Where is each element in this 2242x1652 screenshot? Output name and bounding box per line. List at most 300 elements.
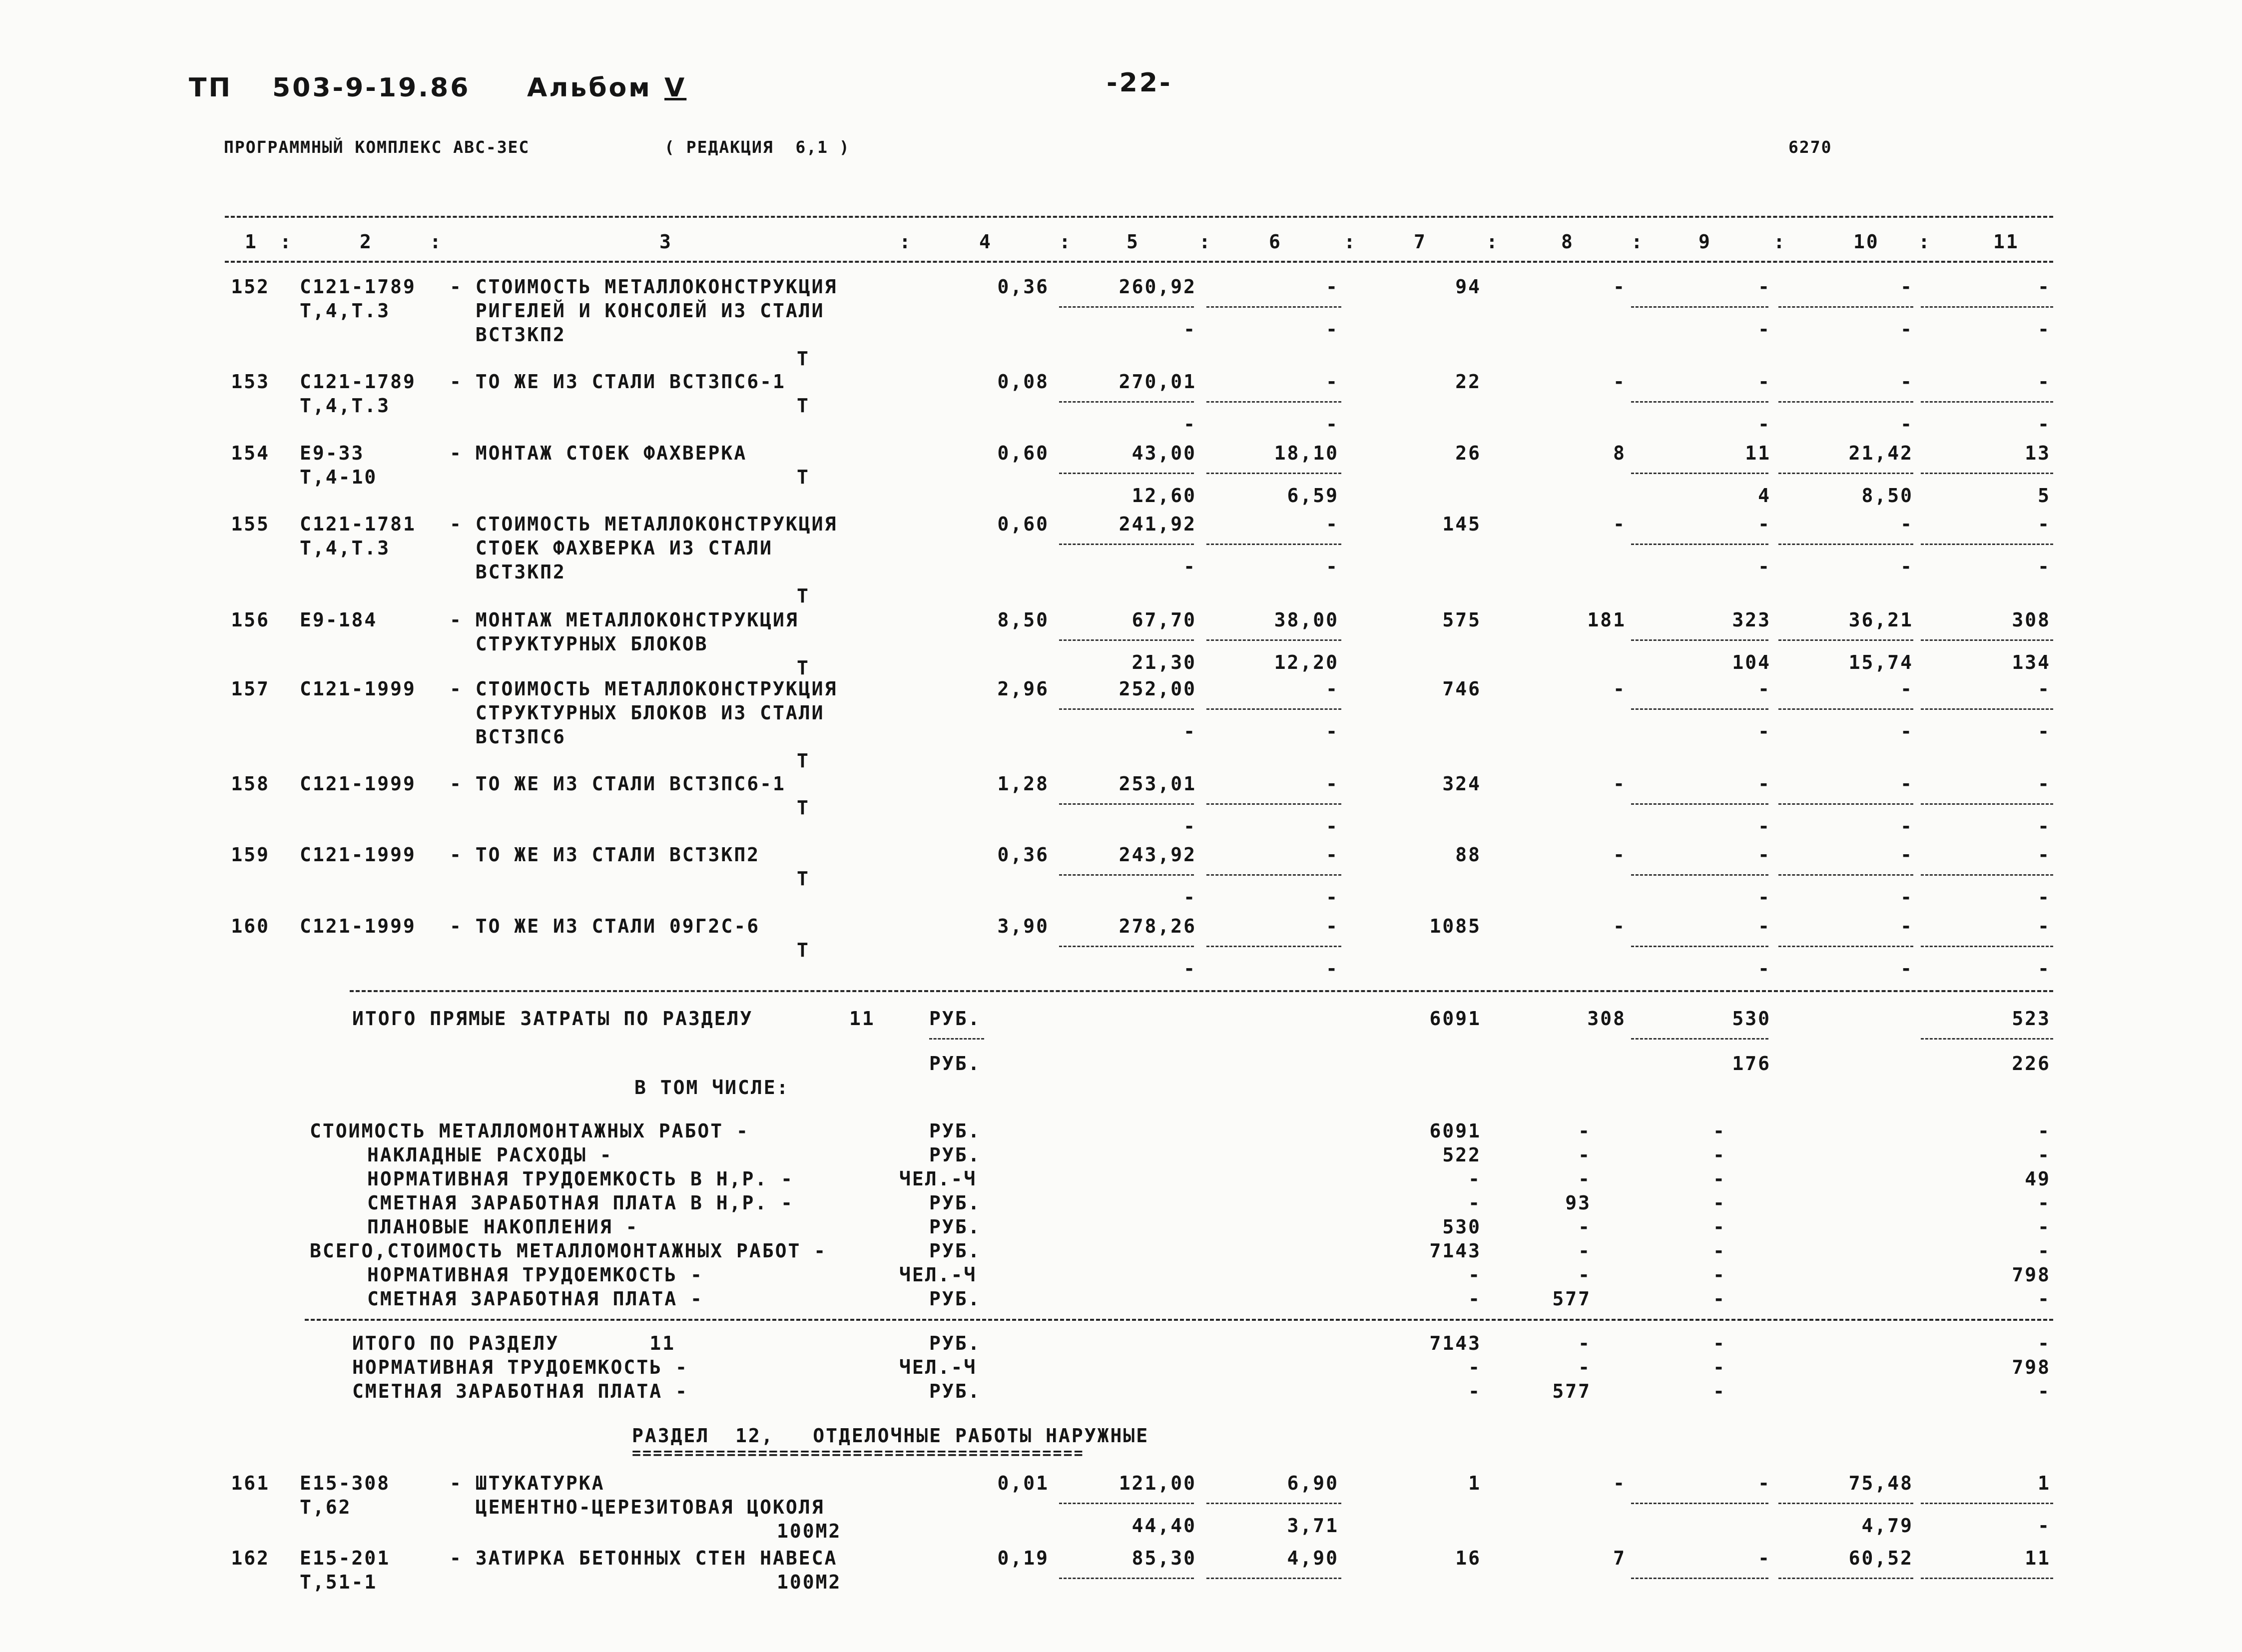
cell-divider-c5 bbox=[1059, 639, 1194, 641]
cell-c6b: - bbox=[1326, 958, 1339, 980]
cell-c6: 6,90 bbox=[1287, 1472, 1339, 1494]
cell-c10b: - bbox=[1900, 958, 1913, 980]
column-header-7: 7 bbox=[1414, 231, 1427, 253]
cell-divider-c6 bbox=[1206, 1578, 1341, 1579]
cell-divider-c10 bbox=[1778, 639, 1913, 641]
cell-c5: 243,92 bbox=[1119, 844, 1196, 866]
row-code-sub: Т,4,Т.3 bbox=[300, 537, 391, 559]
cell-c6b: 12,20 bbox=[1274, 651, 1339, 673]
cell-c5b: 21,30 bbox=[1131, 651, 1196, 673]
cell-c7: 26 bbox=[1455, 442, 1481, 464]
cell-c11b: 134 bbox=[2012, 651, 2051, 673]
cell-c5: 270,01 bbox=[1119, 371, 1196, 393]
cell-c10: 21,42 bbox=[1848, 442, 1913, 464]
row-code: Е9-33 bbox=[300, 442, 365, 464]
row-unit: Т bbox=[797, 657, 810, 679]
cell-c9: - bbox=[1758, 773, 1771, 795]
cell-divider-c6 bbox=[1206, 708, 1341, 710]
cell-c5: 85,30 bbox=[1131, 1547, 1196, 1569]
cell-c9: - bbox=[1758, 276, 1771, 298]
cell-c8: - bbox=[1613, 371, 1626, 393]
row-unit: Т bbox=[797, 585, 810, 607]
row-number: 152 bbox=[231, 276, 270, 298]
row-description: - СТОИМОСТЬ МЕТАЛЛОКОНСТРУКЦИЯ bbox=[450, 513, 838, 535]
row-number: 161 bbox=[231, 1472, 270, 1494]
cell-divider-c11 bbox=[1921, 473, 2053, 474]
cell-c10b: - bbox=[1900, 815, 1913, 837]
cell-divider-c9 bbox=[1631, 639, 1768, 641]
cell-c5b: - bbox=[1183, 318, 1196, 340]
row-unit: Т bbox=[797, 797, 810, 819]
column-separator: : bbox=[1918, 231, 1931, 253]
cell-divider-c5 bbox=[1059, 1578, 1194, 1579]
cell-divider-c11 bbox=[1921, 1038, 2053, 1040]
cell-c9b: - bbox=[1758, 886, 1771, 908]
summary-line-c9: - bbox=[1713, 1216, 1726, 1238]
cell-c9b: - bbox=[1758, 815, 1771, 837]
summary-line-unit: РУБ. bbox=[929, 1192, 981, 1214]
row-unit: Т bbox=[797, 939, 810, 961]
cell-c5: 278,26 bbox=[1119, 915, 1196, 937]
cell-divider-c6 bbox=[1206, 874, 1341, 876]
cell-c10: - bbox=[1900, 513, 1913, 535]
cell-divider-c11 bbox=[1921, 803, 2053, 805]
cell-c7: 1 bbox=[1468, 1472, 1481, 1494]
summary-line-unit: ЧЕЛ.-Ч bbox=[899, 1168, 977, 1190]
cell-c8: - bbox=[1613, 773, 1626, 795]
summary-line-c11: - bbox=[2038, 1120, 2051, 1142]
summary-line-c7: - bbox=[1468, 1288, 1481, 1310]
summary-line-c9: - bbox=[1713, 1192, 1726, 1214]
direct-costs-label: ИТОГО ПРЯМЫЕ ЗАТРАТЫ ПО РАЗДЕЛУ bbox=[352, 1008, 753, 1030]
summary-line-c11: - bbox=[2038, 1192, 2051, 1214]
row-unit: Т bbox=[797, 348, 810, 370]
summary-line-label: ВСЕГО,СТОИМОСТЬ МЕТАЛЛОМОНТАЖНЫХ РАБОТ - bbox=[310, 1240, 827, 1262]
cell-divider-c10 bbox=[1778, 874, 1913, 876]
summary-line-c8: - bbox=[1578, 1216, 1591, 1238]
cell-divider-c5 bbox=[1059, 544, 1194, 545]
section-total-unit: ЧЕЛ.-Ч bbox=[899, 1356, 977, 1378]
summary-line-c9: - bbox=[1713, 1288, 1726, 1310]
cell-divider-c9 bbox=[1631, 1503, 1768, 1504]
direct-costs-section: 11 bbox=[849, 1008, 875, 1030]
row-code: С121-1781 bbox=[300, 513, 416, 535]
row-quantity: 0,19 bbox=[997, 1547, 1049, 1569]
row-description: - МОНТАЖ МЕТАЛЛОКОНСТРУКЦИЯ bbox=[450, 609, 799, 631]
cell-c10: - bbox=[1900, 371, 1913, 393]
summary-line-c11: 49 bbox=[2025, 1168, 2051, 1190]
row-code: С121-1789 bbox=[300, 276, 416, 298]
cell-divider-c11 bbox=[1921, 639, 2053, 641]
cell-divider-c10 bbox=[1778, 544, 1913, 545]
summary-line-c9: - bbox=[1713, 1120, 1726, 1142]
cell-c5b: - bbox=[1183, 815, 1196, 837]
cell-c11: 13 bbox=[2025, 442, 2051, 464]
cell-c6b: - bbox=[1326, 815, 1339, 837]
cell-c11: - bbox=[2038, 844, 2051, 866]
cell-divider-c6 bbox=[1206, 639, 1341, 641]
row-code-sub: Т,4,Т.3 bbox=[300, 395, 391, 417]
totals-rule bbox=[350, 990, 2053, 992]
cell-c11b: - bbox=[2038, 413, 2051, 435]
section-total-c7: 7143 bbox=[1429, 1332, 1481, 1354]
cell-c7: 746 bbox=[1442, 678, 1481, 700]
summary-line-c11: - bbox=[2038, 1240, 2051, 1262]
cell-divider-c11 bbox=[1921, 306, 2053, 308]
cell-divider-c6 bbox=[1206, 803, 1341, 805]
row-number: 155 bbox=[231, 513, 270, 535]
cell-divider-c6 bbox=[1206, 473, 1341, 474]
cell-c6: - bbox=[1326, 513, 1339, 535]
direct-costs-c9b: 176 bbox=[1732, 1053, 1771, 1075]
cell-divider-c6 bbox=[1206, 401, 1341, 403]
column-separator: : bbox=[1773, 231, 1786, 253]
row-number: 157 bbox=[231, 678, 270, 700]
row-quantity: 8,50 bbox=[997, 609, 1049, 631]
album-number: V bbox=[664, 73, 687, 103]
row-number: 162 bbox=[231, 1547, 270, 1569]
cell-c11b: 5 bbox=[2038, 485, 2051, 507]
summary-line-c8: - bbox=[1578, 1264, 1591, 1286]
row-quantity: 0,60 bbox=[997, 513, 1049, 535]
summary-line-c9: - bbox=[1713, 1144, 1726, 1166]
cell-c6b: - bbox=[1326, 413, 1339, 435]
summary-line-c7: 530 bbox=[1442, 1216, 1481, 1238]
doc-series: ТП bbox=[189, 73, 232, 103]
cell-divider-c9 bbox=[1631, 1578, 1768, 1579]
cell-divider-c11 bbox=[1921, 1503, 2053, 1504]
summary-line-c8: - bbox=[1578, 1168, 1591, 1190]
cell-divider-c11 bbox=[1921, 401, 2053, 403]
row-code-sub: Т,4,Т.3 bbox=[300, 300, 391, 322]
summary-line-label: НАКЛАДНЫЕ РАСХОДЫ - bbox=[367, 1144, 613, 1166]
summary-line-c11: 798 bbox=[2012, 1264, 2051, 1286]
row-quantity: 0,01 bbox=[997, 1472, 1049, 1494]
column-separator: : bbox=[1631, 231, 1644, 253]
cell-c6b: - bbox=[1326, 555, 1339, 577]
section-total-label: ИТОГО ПО РАЗДЕЛУ 11 bbox=[352, 1332, 675, 1354]
cell-c10b: - bbox=[1900, 886, 1913, 908]
cell-c11b: - bbox=[2038, 720, 2051, 742]
section-total-label: СМЕТНАЯ ЗАРАБОТНАЯ ПЛАТА - bbox=[352, 1380, 688, 1402]
section-total-c8: - bbox=[1578, 1332, 1591, 1354]
cell-c10: - bbox=[1900, 678, 1913, 700]
column-header-10: 10 bbox=[1853, 231, 1879, 253]
row-number: 160 bbox=[231, 915, 270, 937]
cell-c11: 308 bbox=[2012, 609, 2051, 631]
cell-c6b: 3,71 bbox=[1287, 1515, 1339, 1537]
cell-c9: - bbox=[1758, 1547, 1771, 1569]
row-description: ВСТ3ПС6 bbox=[450, 726, 566, 748]
direct-costs-unit-2: РУБ. bbox=[929, 1053, 981, 1075]
column-header-1: 1 bbox=[245, 231, 258, 253]
cell-c9: - bbox=[1758, 1472, 1771, 1494]
table-header-rule bbox=[225, 261, 2053, 263]
cell-c8: 181 bbox=[1587, 609, 1626, 631]
summary-line-c8: - bbox=[1578, 1120, 1591, 1142]
cell-divider-c6 bbox=[1206, 946, 1341, 947]
cell-c5b: - bbox=[1183, 413, 1196, 435]
row-quantity: 1,28 bbox=[997, 773, 1049, 795]
cell-c7: 94 bbox=[1455, 276, 1481, 298]
section-total-unit: РУБ. bbox=[929, 1332, 981, 1354]
column-separator: : bbox=[899, 231, 912, 253]
section-total-c7: - bbox=[1468, 1356, 1481, 1378]
page-number: -22- bbox=[1107, 68, 1172, 98]
column-header-11: 11 bbox=[1993, 231, 2019, 253]
row-description: - СТОИМОСТЬ МЕТАЛЛОКОНСТРУКЦИЯ bbox=[450, 678, 838, 700]
row-number: 159 bbox=[231, 844, 270, 866]
summary-line-unit: РУБ. bbox=[929, 1240, 981, 1262]
cell-divider-c11 bbox=[1921, 1578, 2053, 1579]
section-total-c11: 798 bbox=[2012, 1356, 2051, 1378]
cell-c5: 260,92 bbox=[1119, 276, 1196, 298]
cell-c5b: 44,40 bbox=[1131, 1515, 1196, 1537]
cell-c7: 16 bbox=[1455, 1547, 1481, 1569]
summary-line-c11: - bbox=[2038, 1216, 2051, 1238]
cell-c9b: - bbox=[1758, 318, 1771, 340]
program-edition: ( РЕДАКЦИЯ 6,1 ) bbox=[664, 137, 850, 157]
cell-c11: - bbox=[2038, 513, 2051, 535]
cell-c10b: - bbox=[1900, 413, 1913, 435]
cell-divider-c10 bbox=[1778, 473, 1913, 474]
section-total-c9: - bbox=[1713, 1356, 1726, 1378]
cell-divider-c9 bbox=[1631, 306, 1768, 308]
row-unit: Т bbox=[797, 750, 810, 772]
cell-c10b: 4,79 bbox=[1861, 1515, 1913, 1537]
summary-line-label: СМЕТНАЯ ЗАРАБОТНАЯ ПЛАТА - bbox=[367, 1288, 703, 1310]
cell-c9: 11 bbox=[1745, 442, 1771, 464]
cell-divider-c5 bbox=[1059, 946, 1194, 947]
including-label: В ТОМ ЧИСЛЕ: bbox=[634, 1077, 790, 1099]
row-number: 153 bbox=[231, 371, 270, 393]
cell-c6b: - bbox=[1326, 318, 1339, 340]
cell-c7: 88 bbox=[1455, 844, 1481, 866]
table-top-rule bbox=[225, 216, 2053, 218]
summary-line-c8: 93 bbox=[1565, 1192, 1591, 1214]
row-description: - ЗАТИРКА БЕТОННЫХ СТЕН НАВЕСА bbox=[450, 1547, 838, 1569]
column-header-5: 5 bbox=[1126, 231, 1139, 253]
cell-divider-c9 bbox=[1631, 946, 1768, 947]
row-quantity: 0,08 bbox=[997, 371, 1049, 393]
cell-divider-c9 bbox=[1631, 401, 1768, 403]
summary-line-unit: РУБ. bbox=[929, 1288, 981, 1310]
summary-line-unit: РУБ. bbox=[929, 1120, 981, 1142]
cell-divider-c6 bbox=[1206, 544, 1341, 545]
cell-c5: 252,00 bbox=[1119, 678, 1196, 700]
cell-c8: - bbox=[1613, 915, 1626, 937]
cell-c11b: - bbox=[2038, 958, 2051, 980]
summary-line-c7: - bbox=[1468, 1264, 1481, 1286]
direct-costs-c7: 6091 bbox=[1429, 1008, 1481, 1030]
column-separator: : bbox=[1199, 231, 1212, 253]
row-unit: Т bbox=[797, 466, 810, 488]
cell-c6: - bbox=[1326, 678, 1339, 700]
cell-c6b: 6,59 bbox=[1287, 485, 1339, 507]
cell-c8: - bbox=[1613, 1472, 1626, 1494]
row-description: СТОЕК ФАХВЕРКА ИЗ СТАЛИ bbox=[450, 537, 773, 559]
cell-divider-c11 bbox=[1921, 946, 2053, 947]
cell-c7: 1085 bbox=[1429, 915, 1481, 937]
row-unit: Т bbox=[797, 395, 810, 417]
column-header-4: 4 bbox=[979, 231, 992, 253]
cell-c5: 43,00 bbox=[1131, 442, 1196, 464]
cell-c10: - bbox=[1900, 773, 1913, 795]
cell-divider-c5 bbox=[1059, 473, 1194, 474]
column-separator: : bbox=[1486, 231, 1499, 253]
cell-c11: - bbox=[2038, 773, 2051, 795]
row-number: 154 bbox=[231, 442, 270, 464]
cell-c9b: - bbox=[1758, 413, 1771, 435]
cell-c9b: - bbox=[1758, 720, 1771, 742]
cell-c10: - bbox=[1900, 844, 1913, 866]
column-separator: : bbox=[280, 231, 293, 253]
cell-c6: - bbox=[1326, 773, 1339, 795]
row-code: Е9-184 bbox=[300, 609, 378, 631]
cell-c6: - bbox=[1326, 844, 1339, 866]
summary-line-unit: РУБ. bbox=[929, 1144, 981, 1166]
row-quantity: 0,60 bbox=[997, 442, 1049, 464]
cell-c5b: - bbox=[1183, 555, 1196, 577]
row-quantity: 2,96 bbox=[997, 678, 1049, 700]
summary-line-c7: 6091 bbox=[1429, 1120, 1481, 1142]
cell-divider-c10 bbox=[1778, 1578, 1913, 1579]
summary-line-label: ПЛАНОВЫЕ НАКОПЛЕНИЯ - bbox=[367, 1216, 639, 1238]
cell-c5: 241,92 bbox=[1119, 513, 1196, 535]
program-name: ПРОГРАММНЫЙ КОМПЛЕКС АВС-ЗЕС bbox=[224, 137, 530, 157]
section-12-title: РАЗДЕЛ 12, ОТДЕЛОЧНЫЕ РАБОТЫ НАРУЖНЫЕ bbox=[632, 1425, 1149, 1447]
cell-c9b: 4 bbox=[1758, 485, 1771, 507]
cell-c8: - bbox=[1613, 844, 1626, 866]
cell-divider-c9 bbox=[1631, 544, 1768, 545]
cell-divider-c5 bbox=[1059, 708, 1194, 710]
cell-divider-c10 bbox=[1778, 1503, 1913, 1504]
summary-line-c8: - bbox=[1578, 1240, 1591, 1262]
summary-line-c8: 577 bbox=[1552, 1288, 1591, 1310]
cell-divider-c10 bbox=[1778, 708, 1913, 710]
row-description: - ТО ЖЕ ИЗ СТАЛИ ВСТ3КП2 bbox=[450, 844, 760, 866]
cell-divider-c9 bbox=[1631, 473, 1768, 474]
row-code: С121-1999 bbox=[300, 773, 416, 795]
direct-costs-c8: 308 bbox=[1587, 1008, 1626, 1030]
cell-c11: - bbox=[2038, 678, 2051, 700]
album-label: Альбом bbox=[527, 73, 652, 103]
cell-c11: - bbox=[2038, 915, 2051, 937]
cell-divider-c9 bbox=[1631, 874, 1768, 876]
cell-divider-c10 bbox=[1778, 306, 1913, 308]
cell-divider-c9 bbox=[1631, 1038, 1768, 1040]
cell-c9b: 104 bbox=[1732, 651, 1771, 673]
cell-c10: - bbox=[1900, 915, 1913, 937]
cell-divider-c6 bbox=[1206, 306, 1341, 308]
row-code: Е15-201 bbox=[300, 1547, 391, 1569]
cell-c10: - bbox=[1900, 276, 1913, 298]
cell-c7: 575 bbox=[1442, 609, 1481, 631]
cell-c10b: - bbox=[1900, 720, 1913, 742]
cell-divider-c10 bbox=[1778, 946, 1913, 947]
cell-c8: 8 bbox=[1613, 442, 1626, 464]
summary-line-c11: - bbox=[2038, 1288, 2051, 1310]
row-description: РИГЕЛЕЙ И КОНСОЛЕЙ ИЗ СТАЛИ bbox=[450, 300, 825, 322]
row-description: ВСТ3КП2 bbox=[450, 561, 566, 583]
cell-divider-c11 bbox=[1921, 874, 2053, 876]
cell-c9: - bbox=[1758, 844, 1771, 866]
cell-c10b: - bbox=[1900, 555, 1913, 577]
cell-c10: 60,52 bbox=[1848, 1547, 1913, 1569]
summary-line-c7: - bbox=[1468, 1192, 1481, 1214]
summary-line-c9: - bbox=[1713, 1240, 1726, 1262]
cell-c10: 75,48 bbox=[1848, 1472, 1913, 1494]
cell-c5: 253,01 bbox=[1119, 773, 1196, 795]
row-description: - ТО ЖЕ ИЗ СТАЛИ 09Г2С-6 bbox=[450, 915, 760, 937]
cell-c11b: - bbox=[2038, 555, 2051, 577]
cell-c5: 121,00 bbox=[1119, 1472, 1196, 1494]
cell-c6: 18,10 bbox=[1274, 442, 1339, 464]
cell-c9b: - bbox=[1758, 555, 1771, 577]
cell-c11b: - bbox=[2038, 815, 2051, 837]
row-code: С121-1789 bbox=[300, 371, 416, 393]
column-separator: : bbox=[1059, 231, 1072, 253]
row-code-sub: Т,51-1 bbox=[300, 1571, 378, 1593]
cell-c8: - bbox=[1613, 276, 1626, 298]
cell-divider-c5 bbox=[1059, 401, 1194, 403]
column-separator: : bbox=[1344, 231, 1357, 253]
row-unit: 100М2 bbox=[777, 1571, 842, 1593]
direct-costs-c9: 530 bbox=[1732, 1008, 1771, 1030]
cell-c9: 323 bbox=[1732, 609, 1771, 631]
summary-line-c11: - bbox=[2038, 1144, 2051, 1166]
summary-line-label: СМЕТНАЯ ЗАРАБОТНАЯ ПЛАТА В Н,Р. - bbox=[367, 1192, 794, 1214]
row-description: - ТО ЖЕ ИЗ СТАЛИ ВСТ3ПС6-1 bbox=[450, 371, 786, 393]
summary-line-unit: РУБ. bbox=[929, 1216, 981, 1238]
cell-c11b: - bbox=[2038, 886, 2051, 908]
row-description: ЦЕМЕНТНО-ЦЕРЕЗИТОВАЯ ЦОКОЛЯ bbox=[450, 1496, 825, 1518]
cell-c5: 67,70 bbox=[1131, 609, 1196, 631]
cell-c9: - bbox=[1758, 678, 1771, 700]
section-total-c8: - bbox=[1578, 1356, 1591, 1378]
row-description: - ТО ЖЕ ИЗ СТАЛИ ВСТ3ПС6-1 bbox=[450, 773, 786, 795]
row-description: - МОНТАЖ СТОЕК ФАХВЕРКА bbox=[450, 442, 747, 464]
cell-c6: - bbox=[1326, 371, 1339, 393]
row-number: 156 bbox=[231, 609, 270, 631]
row-code: Е15-308 bbox=[300, 1472, 391, 1494]
summary-line-c8: - bbox=[1578, 1144, 1591, 1166]
row-code-sub: Т,62 bbox=[300, 1496, 352, 1518]
cell-c11: 1 bbox=[2038, 1472, 2051, 1494]
cell-divider-c6 bbox=[1206, 1503, 1341, 1504]
cell-c8: - bbox=[1613, 678, 1626, 700]
unit-divider bbox=[929, 1038, 984, 1040]
cell-c5b: - bbox=[1183, 958, 1196, 980]
cell-c10b: 15,74 bbox=[1848, 651, 1913, 673]
cell-divider-c10 bbox=[1778, 803, 1913, 805]
cell-c10: 36,21 bbox=[1848, 609, 1913, 631]
cell-divider-c10 bbox=[1778, 401, 1913, 403]
column-header-6: 6 bbox=[1269, 231, 1282, 253]
section-total-c9: - bbox=[1713, 1332, 1726, 1354]
direct-costs-c11b: 226 bbox=[2012, 1053, 2051, 1075]
summary-line-c7: - bbox=[1468, 1168, 1481, 1190]
section-12-underline: =========================================== bbox=[632, 1445, 1085, 1462]
cell-divider-c5 bbox=[1059, 306, 1194, 308]
cell-divider-c5 bbox=[1059, 874, 1194, 876]
column-separator: : bbox=[430, 231, 443, 253]
column-header-9: 9 bbox=[1698, 231, 1711, 253]
doc-code: 503-9-19.86 bbox=[272, 73, 471, 103]
cell-divider-c5 bbox=[1059, 1503, 1194, 1504]
cell-c6: - bbox=[1326, 915, 1339, 937]
cell-c11: - bbox=[2038, 371, 2051, 393]
